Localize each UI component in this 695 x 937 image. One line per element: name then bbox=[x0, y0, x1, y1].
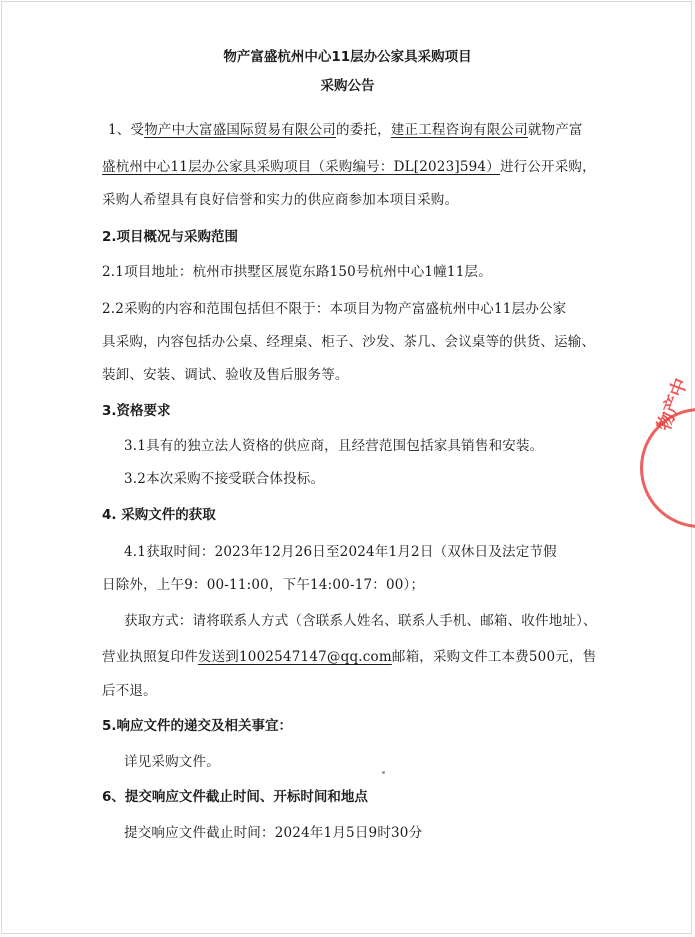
s2-p1: 2.1项目地址：杭州市拱墅区展览东路150号杭州中心1幢11层。 bbox=[102, 264, 492, 280]
agent-name: 建正工程咨询有限公司 bbox=[390, 122, 528, 138]
intro-line-2 bbox=[102, 155, 596, 175]
intro-text: 就物产富 bbox=[527, 122, 583, 138]
s4-p2-l1: 获取方式：请将联系人方式（含联系人姓名、联系人手机、邮箱、收件地址）、 bbox=[124, 613, 597, 629]
intro-line-1 bbox=[108, 118, 583, 138]
s5-p1: 详见采购文件。 bbox=[124, 754, 220, 770]
email-address: 发送到1002547147@qq.com bbox=[197, 649, 392, 665]
intro-text: 1、受 bbox=[108, 122, 145, 138]
section-3-heading: 3.资格要求 bbox=[102, 403, 171, 419]
section-5-heading: 5.响应文件的递交及相关事宜： bbox=[102, 718, 293, 734]
s2-p2-l3: 装卸、安装、调试、验收及售后服务等。 bbox=[102, 367, 349, 383]
company-seal-text: 物产中 bbox=[653, 375, 692, 434]
document-title: 物产富盛杭州中心11层办公家具采购项目 bbox=[223, 49, 472, 65]
intro-line-3: 采购人希望具有良好信誉和实力的供应商参加本项目采购。 bbox=[102, 192, 459, 208]
section-2-heading: 2.项目概况与采购范围 bbox=[102, 229, 239, 245]
s4-p1-l2: 日除外，上午9：00-11:00，下午14:00-17：00）； bbox=[102, 577, 425, 593]
intro-text: 进行公开采购， bbox=[499, 159, 596, 175]
s2-p2-l1: 2.2采购的内容和范围包括但不限于：本项目为物产富盛杭州中心11层办公家 bbox=[102, 301, 567, 317]
s6-p1: 提交响应文件截止时间：2024年1月5日9时30分 bbox=[124, 825, 423, 841]
section-4-heading: 4. 采购文件的获取 bbox=[102, 507, 216, 523]
s4-text: 邮箱，采购文件工本费500元，售 bbox=[391, 649, 597, 665]
intro-text: 的委托， bbox=[336, 122, 391, 138]
s4-p2-l2 bbox=[102, 645, 596, 665]
client-name: 物产中大富盛国际贸易有限公司 bbox=[144, 122, 337, 138]
s4-p2-l3: 后不退。 bbox=[102, 683, 157, 699]
scan-speck bbox=[382, 771, 385, 774]
s2-p2-l2: 具采购，内容包括办公桌、经理桌、柜子、沙发、茶几、会议桌等的供货、运输、 bbox=[102, 334, 596, 350]
s4-p1-l1: 4.1获取时间：2023年12月26日至2024年1月2日（双休日及法定节假 bbox=[124, 544, 557, 560]
procurement-code: DL[2023]594） bbox=[393, 159, 500, 175]
s3-p1: 3.1具有的独立法人资格的供应商，且经营范围包括家具销售和安装。 bbox=[124, 438, 544, 454]
project-name: 盛杭州中心11层办公家具采购项目（采购编号： bbox=[102, 159, 394, 175]
s4-text: 营业执照复印件 bbox=[102, 649, 198, 665]
section-6-heading: 6、提交响应文件截止时间、开标时间和地点 bbox=[102, 789, 368, 805]
document-subtitle: 采购公告 bbox=[320, 78, 375, 94]
s3-p2: 3.2本次采购不接受联合体投标。 bbox=[124, 471, 325, 487]
